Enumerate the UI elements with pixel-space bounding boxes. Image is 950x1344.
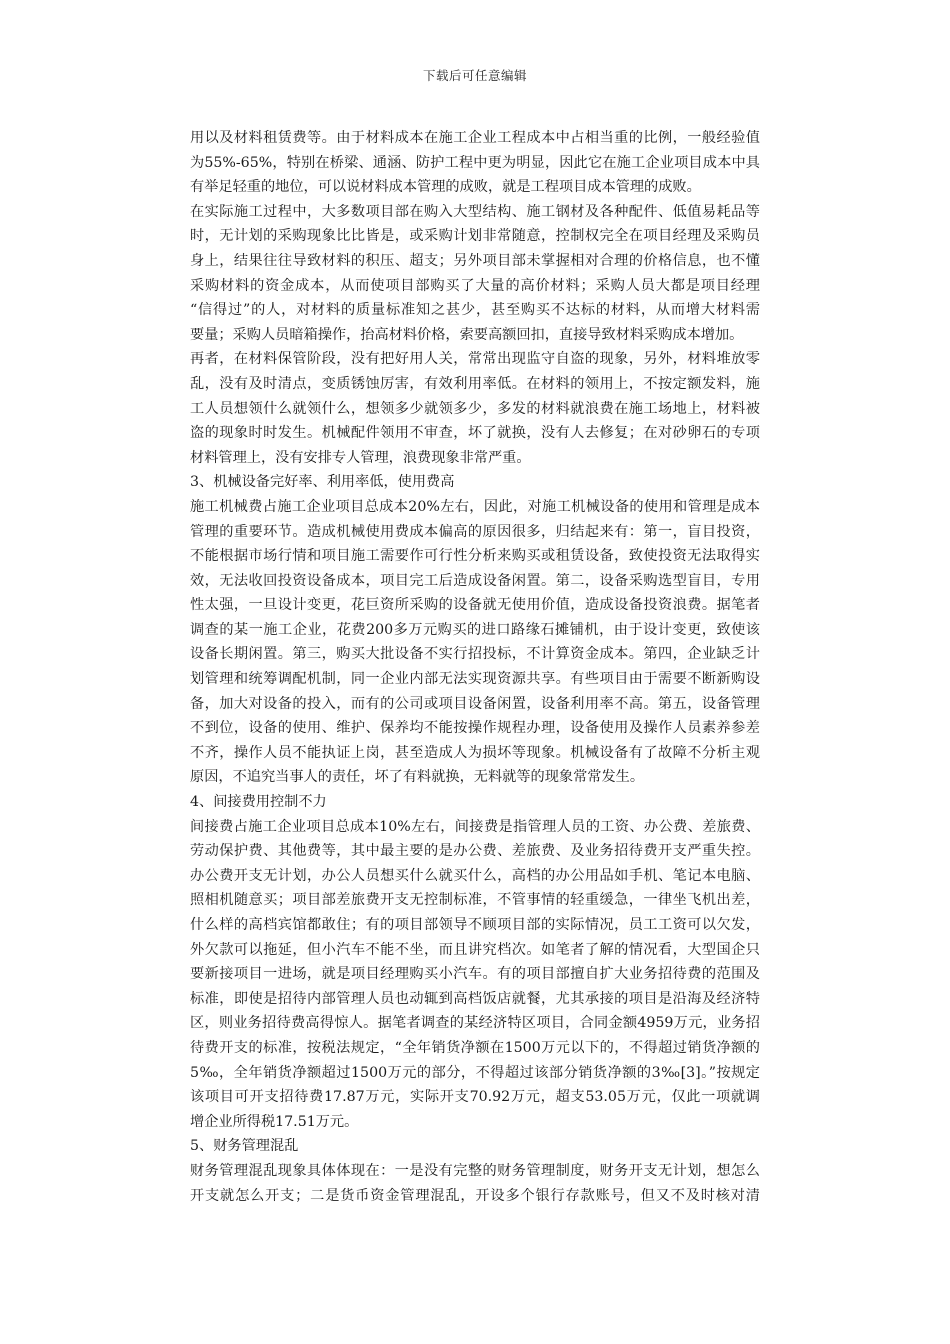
text-line: 为55%-65%，特别在桥梁、通涵、防护工程中更为明显，因此它在施工企业项目成本中具	[190, 154, 760, 171]
text-line: 有举足轻重的地位，可以说材料成本管理的成败，就是工程项目成本管理的成败。	[190, 179, 701, 196]
text-line: 不齐，操作人员不能执证上岗，甚至造成人为损坏等现象。机械设备有了故障不分析主观	[190, 744, 760, 761]
text-line: 材料管理上，没有安排专人管理，浪费现象非常严重。	[190, 449, 531, 466]
text-line: 设备长期闲置。第三，购买大批设备不实行招投标，不计算资金成本。第四，企业缺乏计	[190, 646, 760, 663]
text-line: 用以及材料租赁费等。由于材料成本在施工企业工程成本中占相当重的比例，一般经验值	[190, 130, 760, 146]
text-line: 乱，没有及时清点，变质锈蚀厉害，有效利用率低。在材料的领用上，不按定额发料，施	[190, 375, 760, 392]
text-line: 性太强，一旦设计变更，花巨资所采购的设备就无使用价值，造成设备投资浪费。据笔者	[190, 597, 760, 614]
text-line: 间接费占施工企业项目总成本10%左右，间接费是指管理人员的工资、办公费、差旅费、	[190, 818, 760, 835]
text-line: 身上，结果往往导致材料的积压、超支；另外项目部未掌握相对合理的价格信息，也不懂	[190, 252, 760, 269]
text-line: 增企业所得税17.51万元。	[190, 1113, 359, 1130]
page-header: 下载后可任意编辑	[422, 68, 527, 83]
text-line: 管理的重要环节。造成机械使用费成本偏高的原因很多，归结起来有：第一，盲目投资，	[190, 523, 760, 540]
text-line: 财务管理混乱现象具体体现在：一是没有完整的财务管理制度，财务开支无计划，想怎么	[190, 1162, 760, 1179]
document-body	[190, 126, 760, 1208]
text-line: 要新接项目一进场，就是项目经理购买小汽车。有的项目部擅自扩大业务招待费的范围及	[190, 966, 760, 983]
text-line: 5‰，全年销货净额超过1500万元的部分，不得超过该部分销货净额的3‰[3]。”按规定	[190, 1064, 760, 1081]
text-line: 原因，不追究当事人的责任，坏了有料就换，无料就等的现象常常发生。	[190, 769, 645, 786]
section-heading: 3、机械设备完好率、利用率低，使用费高	[190, 474, 455, 491]
text-line: 区，则业务招待费高得惊人。据笔者调查的某经济特区项目，合同金额4959万元，业务招	[190, 1015, 760, 1032]
text-line: 要量；采购人员暗箱操作，抬高材料价格，索要高额回扣，直接导致材料采购成本增加。	[190, 326, 744, 343]
text-line: 照相机随意买；项目部差旅费开支无控制标准，不管事情的轻重缓急，一律坐飞机出差，	[190, 892, 760, 909]
text-line: 盗的现象时时发生。机械配件领用不审查，坏了就换，没有人去修复；在对砂卵石的专项	[190, 425, 760, 442]
text-line: 采购材料的资金成本，从而使项目部购买了大量的高价材料；采购人员大都是项目经理	[190, 277, 760, 294]
text-line: 什么样的高档宾馆都敢住；有的项目部领导不顾项目部的实际情况，员工工资可以欠发，	[190, 917, 760, 933]
text-line: 备，加大对设备的投入，而有的公司或项目设备闲置，设备利用率不高。第五，设备管理	[190, 695, 760, 712]
text-line: 不到位，设备的使用、维护、保养均不能按操作规程办理，设备使用及操作人员素养参差	[190, 720, 760, 737]
text-line: 该项目可开支招待费17.87万元，实际开支70.92万元，超支53.05万元，仅此一项就调	[190, 1089, 760, 1106]
text-line: 办公费开支无计划，办公人员想买什么就买什么，高档的办公用品如手机、笔记本电脑、	[190, 867, 760, 884]
text-line: 开支就怎么开支；二是货币资金管理混乱，开设多个银行存款账号，但又不及时核对清	[190, 1187, 760, 1204]
text-line: 劳动保护费、其他费等，其中最主要的是办公费、差旅费、及业务招待费开支严重失控。	[190, 843, 760, 860]
text-line: 不能根据市场行情和项目施工需要作可行性分析来购买或租赁设备，致使投资无法取得实	[190, 548, 760, 565]
text-line: 划管理和统筹调配机制，同一企业内部无法实现资源共享。有些项目由于需要不断新购设	[190, 671, 760, 688]
text-line: 施工机械费占施工企业项目总成本20%左右，因此，对施工机械设备的使用和管理是成本	[190, 498, 760, 515]
text-line: 标准，即使是招待内部管理人员也动辄到高档饭店就餐，尤其承接的项目是沿海及经济特	[190, 990, 760, 1007]
text-line: 在实际施工过程中，大多数项目部在购入大型结构、施工钢材及各种配件、低值易耗品等	[190, 203, 760, 220]
text-line: 效，无法收回投资设备成本，项目完工后造成设备闲置。第二，设备采购选型盲目，专用	[190, 572, 760, 589]
text-line: 外欠款可以拖延，但小汽车不能不坐，而且讲究档次。如笔者了解的情况看，大型国企只	[190, 941, 760, 958]
text-line: 调查的某一施工企业，花费200多万元购买的进口路缘石摊铺机，由于设计变更，致使该	[190, 621, 760, 638]
section-heading: 4、间接费用控制不力	[190, 794, 327, 811]
text-line: 时，无计划的采购现象比比皆是，或采购计划非常随意，控制权完全在项目经理及采购员	[190, 228, 760, 245]
section-heading: 5、财务管理混乱	[190, 1138, 299, 1155]
text-line: 工人员想领什么就领什么，想领多少就领多少，多发的材料就浪费在施工场地上，材料被	[190, 400, 760, 417]
text-line: 再者，在材料保管阶段，没有把好用人关，常常出现监守自盗的现象，另外，材料堆放零	[190, 351, 760, 368]
text-line: “信得过”的人，对材料的质量标准知之甚少，甚至购买不达标的材料，从而增大材料需	[190, 302, 760, 319]
text-line: 待费开支的标准，按税法规定，“全年销货净额在1500万元以下的，不得超过销货净额的	[190, 1039, 760, 1056]
